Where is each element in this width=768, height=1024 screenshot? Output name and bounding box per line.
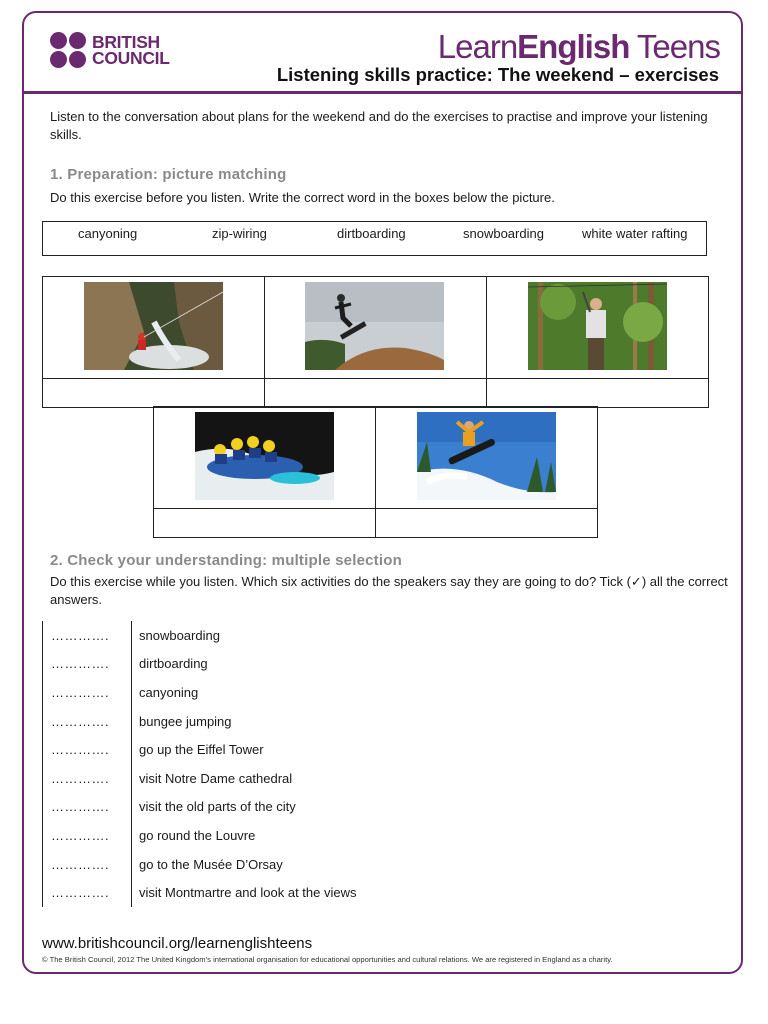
answer-box[interactable] [487,379,709,408]
checklist-row [43,735,357,764]
intro-text: Listen to the conversation about plans for the weekend and do the exercises to practise and improve your listening skills. [50,109,708,142]
tick-blank[interactable]: …………. [43,850,132,879]
brand-line-1: BRITISH [92,31,160,52]
tick-blank[interactable]: …………. [43,764,132,793]
checklist-row [43,764,357,793]
activity-label: go to the Musée D’Orsay [139,856,283,872]
picture-cell [487,277,709,379]
word-bank-item: snowboarding [463,226,544,241]
picture-cell [154,407,376,509]
checklist-row [43,678,357,707]
picture-cell [265,277,487,379]
answer-box[interactable] [154,509,376,538]
zip-wiring-photo [528,282,667,370]
answer-box[interactable] [265,379,487,408]
tick-blank[interactable]: …………. [43,621,132,650]
tick-blank[interactable]: …………. [43,821,132,850]
brand-line-2: COUNCIL [92,48,170,68]
activity-label: go up the Eiffel Tower [139,742,264,758]
activity-label: visit Montmartre and look at the views [139,885,357,901]
rafting-photo [195,412,334,500]
picture-grid-row-1 [42,276,709,408]
checklist-row [43,850,357,879]
picture-cell [43,277,265,379]
word-bank-item: dirtboarding [337,226,406,241]
activity-label: visit the old parts of the city [139,799,296,815]
word-bank [42,221,707,256]
activity-label: dirtboarding [139,656,208,672]
activity-label: canyoning [139,684,199,700]
activity-label: bungee jumping [139,713,232,729]
checklist-row [43,793,357,822]
answer-box[interactable] [43,379,265,408]
canyoning-photo [84,282,223,370]
picture-grid-row-2 [153,406,598,538]
snowboarding-photo [417,412,556,500]
footer-legal: © The British Council, 2012 The United Kingdom’s international organisation for educational opportunities and cultural relations. We are registered in England as a charity. [42,955,613,964]
word-bank-item: canyoning [78,226,138,241]
checklist-row [43,878,357,907]
learnenglish-teens-logo: LearnEnglish Teens [437,28,720,65]
tick-blank[interactable]: …………. [43,878,132,907]
checklist-row [43,621,357,650]
tick-blank[interactable]: …………. [43,678,132,707]
british-council-logo [50,32,170,68]
answer-box[interactable] [376,509,598,538]
activity-checklist [42,621,357,907]
picture-cell [376,407,598,509]
tick-blank[interactable]: …………. [43,793,132,822]
section-1-heading: 1. Preparation: picture matching [50,166,287,183]
section-1-instruction: Do this exercise before you listen. Write the correct word in the boxes below the picture. [50,190,555,205]
page-title: Listening skills practice: The weekend – exercises [276,64,719,85]
section-2-heading: 2. Check your understanding: multiple selection [50,552,402,569]
activity-label: go round the Louvre [139,827,256,843]
checklist-row [43,821,357,850]
tick-blank[interactable]: …………. [43,735,132,764]
checklist-row [43,650,357,679]
dirtboarding-photo [305,282,444,370]
activity-label: visit Notre Dame cathedral [139,770,293,786]
word-bank-item: white water rafting [582,226,688,241]
british-council-dots-icon [50,32,86,68]
tick-blank[interactable]: …………. [43,650,132,679]
word-bank-item: zip-wiring [212,226,267,241]
footer-url[interactable]: www.britishcouncil.org/learnenglishteens [42,935,313,952]
header-divider [22,91,743,94]
checklist-row [43,707,357,736]
activity-label: snowboarding [139,627,220,643]
section-2-instruction: Do this exercise while you listen. Which six activities do the speakers say they are going to do? Tick (✓) all the correct answers. [50,574,728,607]
tick-blank[interactable]: …………. [43,707,132,736]
